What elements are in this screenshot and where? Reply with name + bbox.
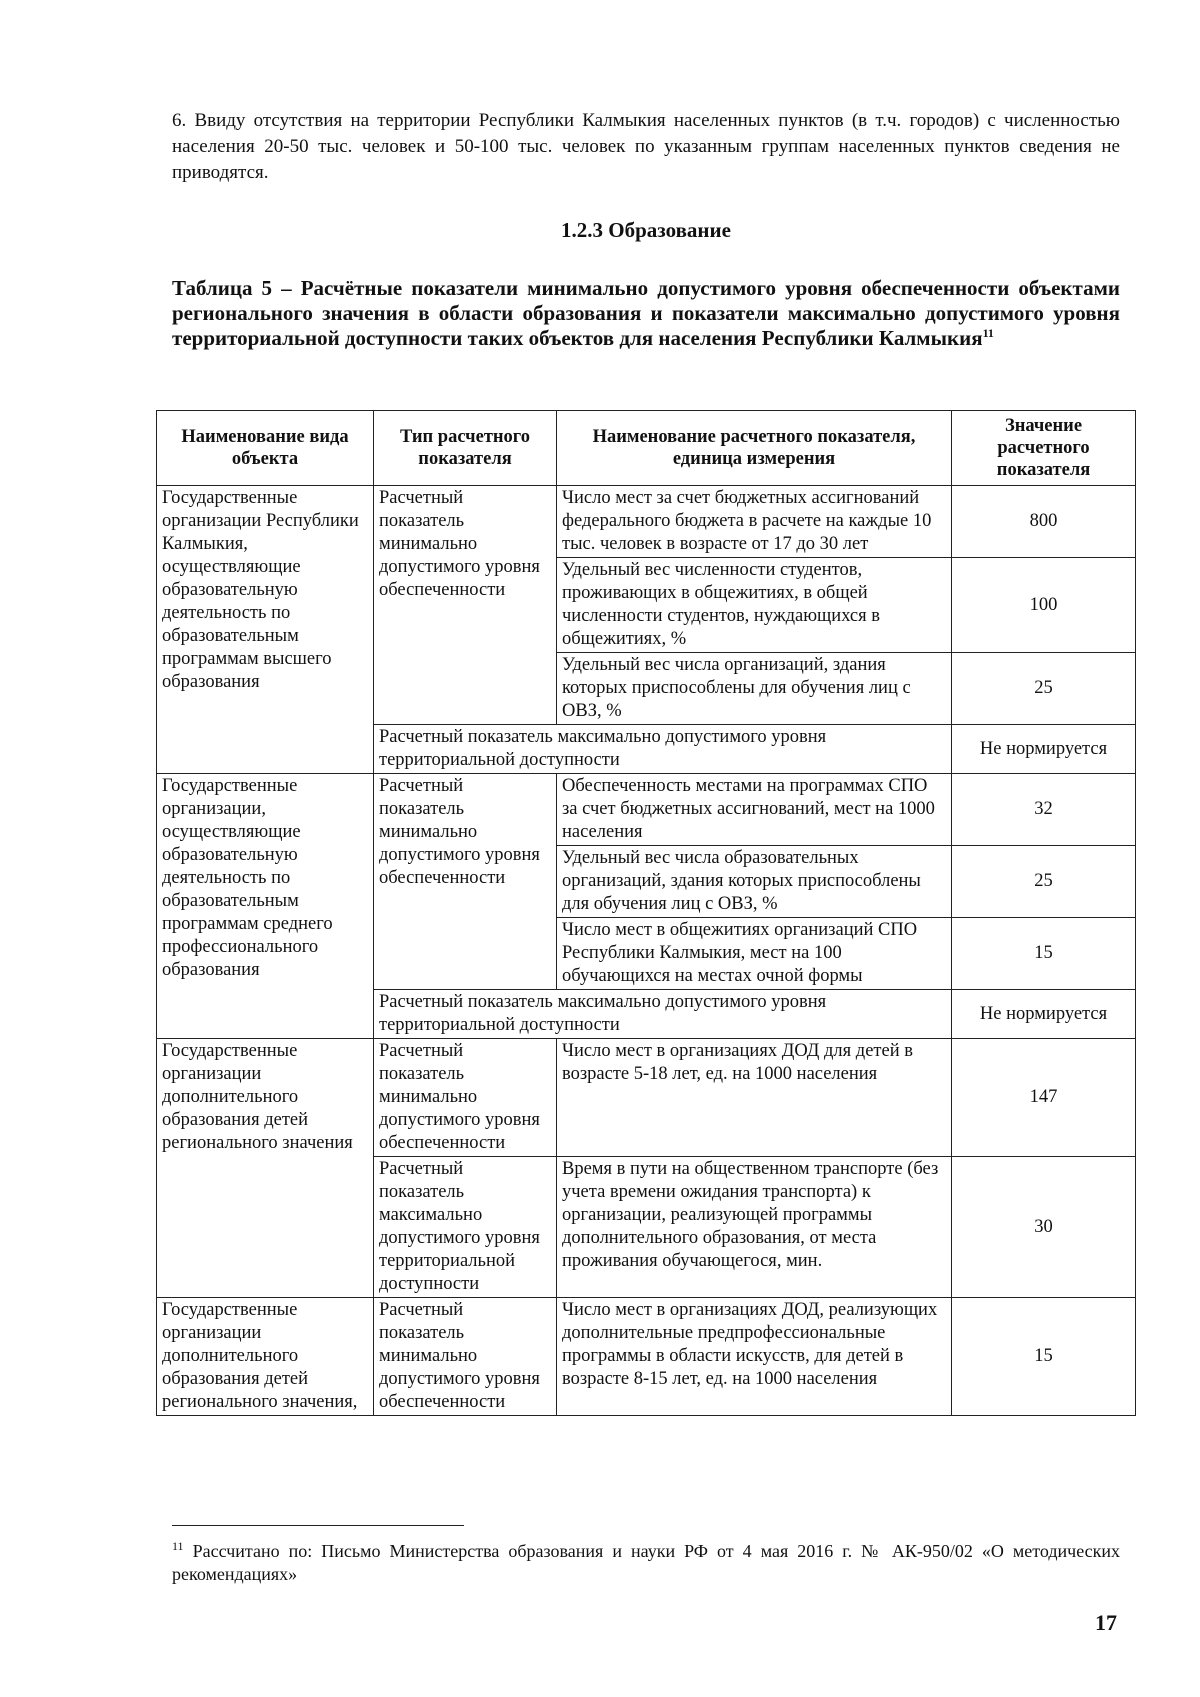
header-type: Тип расчетного показателя [374,411,557,486]
table-row [157,486,1136,558]
footnote-separator [172,1525,464,1526]
table-row [157,774,1136,846]
footnote-reference[interactable]: 11 [982,326,994,340]
header-indicator: Наименование расчетного показателя, единица измерения [557,411,952,486]
value-cell: 800 [952,486,1136,558]
value-cell: 147 [952,1039,1136,1157]
object-cell: Государственные организации дополнительного образования детей регионального значения, [157,1298,374,1416]
indicator-cell: Число мест за счет бюджетных ассигнований федерального бюджета в расчете на каждые 10 тыс. человек в возрасте от 17 до 30 лет [557,486,952,558]
type-cell: Расчетный показатель минимально допустимого уровня обеспеченности [374,774,557,990]
footnote [172,1540,1120,1586]
value-cell: 15 [952,1298,1136,1416]
indicator-cell: Обеспеченность местами на программах СПО за счет бюджетных ассигнований, мест на 1000 населения [557,774,952,846]
table-header-row [157,411,1136,486]
object-cell: Государственные организации Республики Калмыкия, осуществляющие образовательную деятельность по образовательным программам высшего образования [157,486,374,774]
access-label-cell: Расчетный показатель максимально допустимого уровня территориальной доступности [374,725,952,774]
header-value: Значение расчетного показателя [952,411,1136,486]
intro-paragraph: 6. Ввиду отсутствия на территории Республики Калмыкия населенных пунктов (в т.ч. городов) с численностью населения 20-50 тыс. человек и 50-100 тыс. человек по указанным группам населенных пунктов сведения не приводятся. [172,110,1120,183]
type-cell: Расчетный показатель максимально допустимого уровня территориальной доступности [374,1157,557,1298]
access-value-cell: Не нормируется [952,990,1136,1039]
access-label-cell: Расчетный показатель максимально допустимого уровня территориальной доступности [374,990,952,1039]
value-cell: 15 [952,918,1136,990]
table-caption [172,276,1120,351]
object-cell: Государственные организации, осуществляющие образовательную деятельность по образовательным программам среднего профессионального образования [157,774,374,1039]
indicator-cell: Число мест в организациях ДОД, реализующих дополнительные предпрофессиональные программы в области искусств, для детей в возрасте 8-15 лет, ед. на 1000 населения [557,1298,952,1416]
table-caption-text: Таблица 5 – Расчётные показатели минимально допустимого уровня обеспеченности объектами регионального значения в области образования и показатели максимально допустимого уровня территориальной доступности таких объектов для населения Республики Калмыкия [172,276,1120,350]
header-object: Наименование вида объекта [157,411,374,486]
value-cell: 25 [952,653,1136,725]
value-cell: 100 [952,558,1136,653]
indicator-cell: Число мест в общежитиях организаций СПО Республики Калмыкия, мест на 100 обучающихся на местах очной формы [557,918,952,990]
type-cell: Расчетный показатель минимально допустимого уровня обеспеченности [374,1298,557,1416]
object-cell: Государственные организации дополнительного образования детей регионального значения [157,1039,374,1298]
indicator-cell: Удельный вес числа организаций, здания которых приспособлены для обучения лиц с ОВЗ, % [557,653,952,725]
page-number: 17 [1095,1610,1117,1635]
value-cell: 25 [952,846,1136,918]
value-cell: 30 [952,1157,1136,1298]
table-row [157,1039,1136,1157]
type-cell: Расчетный показатель минимально допустимого уровня обеспеченности [374,1039,557,1157]
indicator-cell: Удельный вес числа образовательных организаций, здания которых приспособлены для обучения лиц с ОВЗ, % [557,846,952,918]
indicator-cell: Время в пути на общественном транспорте (без учета времени ожидания транспорта) к организации, реализующей программы дополнительного образования, от места проживания обучающегося, мин. [557,1157,952,1298]
section-title: 1.2.3 Образование [561,218,731,242]
access-value-cell: Не нормируется [952,725,1136,774]
footnote-number: 11 [172,1539,184,1553]
table-row [157,1298,1136,1416]
type-cell: Расчетный показатель минимально допустимого уровня обеспеченности [374,486,557,725]
footnote-text: Рассчитано по: Письмо Министерства образования и науки РФ от 4 мая 2016 г. № АК-950/02 «О методических рекомендациях» [172,1541,1121,1584]
indicator-cell: Удельный вес численности студентов, проживающих в общежитиях, в общей численности студентов, нуждающихся в общежитиях, % [557,558,952,653]
indicator-cell: Число мест в организациях ДОД для детей в возрасте 5-18 лет, ед. на 1000 населения [557,1039,952,1157]
value-cell: 32 [952,774,1136,846]
indicators-table [156,410,1136,1416]
